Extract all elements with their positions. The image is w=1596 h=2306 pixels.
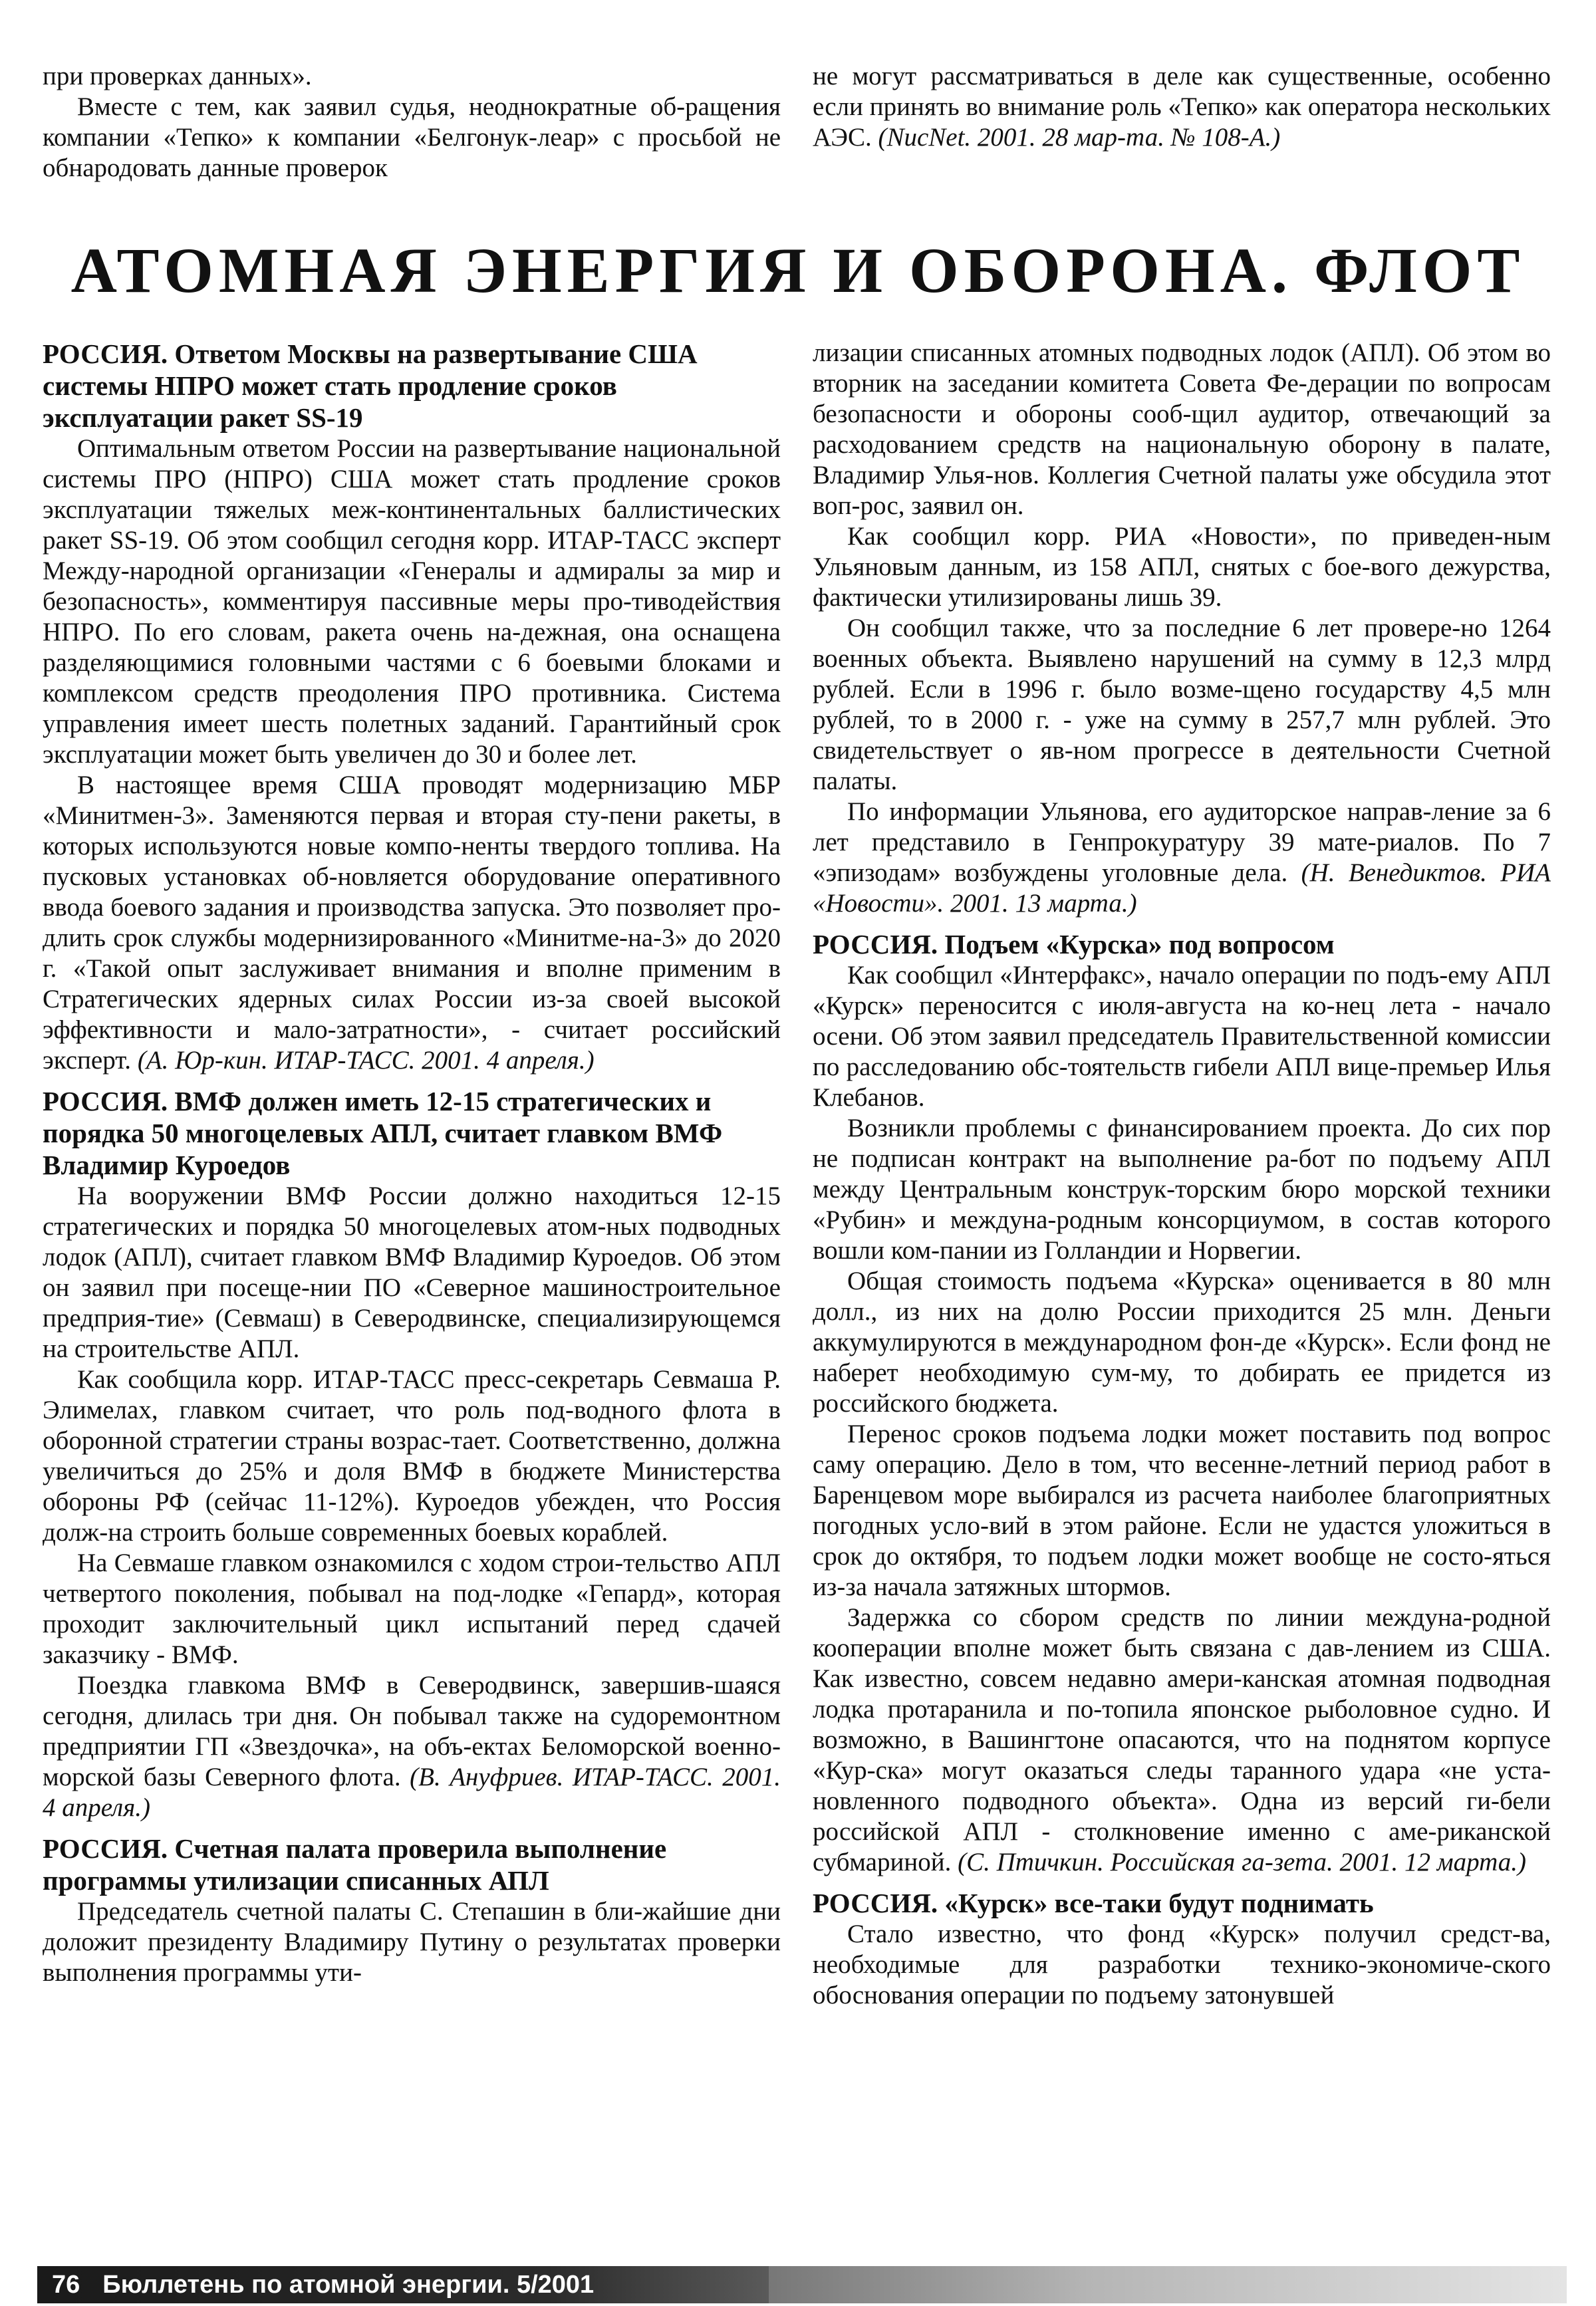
paragraph-text: По информации Ульянова, его аудиторское направ-ление за 6 лет представило в Генпрокуратуру 39 мате-риалов. По 7 «эпизодам» возбуждены уголовные дела. xyxy=(813,797,1551,887)
source-citation: (В. Ануфриев. ИТАР-ТАСС. 2001. 4 апреля.) xyxy=(43,1763,781,1822)
page-number: 76 xyxy=(52,2271,80,2299)
source-citation: (А. Юр-кин. ИТАР-ТАСС. 2001. 4 апреля.) xyxy=(137,1046,595,1075)
paragraph-text: Поездка главкома ВМФ в Северодвинск, завершив-шаяся сегодня, длилась три дня. Он побывал также на судоремонтном предприятии ГП «Звездочка», на объ-ектах Беломорской военно-морской базы Северного флота. xyxy=(43,1671,781,1791)
paragraph: Стало известно, что фонд «Курск» получил средст-ва, необходимые для разработки технико-экономиче-ского обоснования операции по подъему затонувшей xyxy=(813,1920,1551,2009)
paragraph: Как сообщил «Интерфакс», начало операции по подъ-ему АПЛ «Курск» переносится с июля-августа на ко-нец лета - начало осени. Об этом заявил председатель Правительственной комиссии по расследованию обс-тоятельств гибели АПЛ вице-премьер Илья Клебанов. xyxy=(813,961,1551,1112)
paragraph: лизации списанных атомных подводных лодок (АПЛ). Об этом во вторник на заседании комитета Совета Фе-дерации по вопросам безопасности и обороны сооб-щил аудитор, отвечающий за расходованием средств на национальную оборону в палате, Владимир Улья-нов. Коллегия Счетной палаты уже обсудила этот воп-рос, заявил он. xyxy=(813,338,1551,520)
paragraph-text: Задержка со сбором средств по линии междуна-родной кооперации вполне может быть связана с дав-лением из США. Как известно, совсем недавно амери-канская атомная подводная лодка протаранила и по-топила японское рыболовное судно. И возможно, в Вашингтоне опасаются, что на поднятом корпусе «Кур-ска» могут оказаться следы таранного удара «не уста-новленного подводного объекта». Одна из версий ги-бели российской АПЛ - столкновение именно с аме-риканской субмариной. xyxy=(813,1603,1551,1876)
paragraph: На Севмаше главком ознакомился с ходом строи-тельство АПЛ четвертого поколения, побывал на под-лодке «Гепард», которая проходит заключительный цикл испытаний перед сдачей заказчику - ВМФ. xyxy=(43,1549,781,1669)
paragraph: при проверках данных». xyxy=(43,62,312,90)
top-left-column xyxy=(43,61,781,184)
paragraph: Как сообщила корр. ИТАР-ТАСС пресс-секретарь Севмаша Р. Элимелах, главком считает, что роль под-водного флота в оборонной стратегии страны возрас-тает. Соответственно, должна увеличиться до 25% и доля ВМФ в бюджете Министерства обороны РФ (сейчас 11-12%). Куроедов убежден, что Россия долж-на строить больше современных боевых кораблей. xyxy=(43,1365,781,1547)
article-headline: РОССИЯ. Подъем «Курска» под вопросом xyxy=(813,929,1335,960)
paragraph: Общая стоимость подъема «Курска» оценивается в 80 млн долл., из них на долю России приходится 25 млн. Деньги аккумулируются в международном фон-де «Курск». Если фонд не наберет необходимую сум-му, то добирать ее придется из российского бюджета. xyxy=(813,1267,1551,1418)
paragraph: Как сообщил корр. РИА «Новости», по приведен-ным Ульяновым данным, из 158 АПЛ, снятых с боe-вого дежурства, фактически утилизированы лишь 39. xyxy=(813,522,1551,612)
journal-name: Бюллетень по атомной энергии. 5/2001 xyxy=(102,2271,595,2299)
paragraph xyxy=(813,61,1551,153)
paragraph: Он сообщил также, что за последние 6 лет провере-но 1264 военных объекта. Выявлено нарушений на сумму в 12,3 млрд рублей. Если в 1996 г. было возме-щено государству 4,5 млн рублей, то в 2000 г. - уже на сумму в 257,7 млн рублей. Это свидетельствует о яв-ном прогрессе в деятельности Счетной палаты. xyxy=(813,614,1551,795)
paragraph: Перенос сроков подъема лодки может поставить под вопрос саму операцию. Дело в том, что весенне-летний период работ в Баренцевом море выбирался из расчета наиболее благоприятных погодных усло-вий в этом районе. Если не удастся уложиться в срок до октября, то подъем лодки может вообще не состо-яться из-за начала затяжных штормов. xyxy=(813,1420,1551,1601)
paragraph: Возникли проблемы с финансированием проекта. До сих пор не подписан контракт на выполнение ра-бот по подъему АПЛ между Центральным конструк-торским бюро морской техники «Рубин» и междуна-родным консорциумом, в состав которого вошли ком-пании из Голландии и Норвегии. xyxy=(813,1114,1551,1265)
paragraph xyxy=(813,1602,1551,1878)
footer-gradient xyxy=(769,2266,1567,2303)
top-right-column xyxy=(813,61,1551,153)
page-footer xyxy=(37,2266,769,2303)
paragraph: Вместе с тем, как заявил судья, неоднократные об-ращения компании «Тепко» к компании «Белгонук-леар» с просьбой не обнародовать данные проверок xyxy=(43,92,781,182)
article-headline: РОССИЯ. Ответом Москвы на развертывание США системы НПРО может стать продление сроков эксплуатации ракет SS-19 xyxy=(43,338,698,433)
source-citation: (Н. Венедиктов. РИА «Новости». 2001. 13 марта.) xyxy=(813,858,1551,918)
section-title: АТОМНАЯ ЭНЕРГИЯ И ОБОРОНА. ФЛОТ xyxy=(70,235,1526,306)
paragraph: Председатель счетной палаты С. Степашин в бли-жайшие дни доложит президенту Владимиру Путину о результатах проверки выполнения программы ути- xyxy=(43,1897,781,1987)
paragraph: На вооружении ВМФ России должно находиться 12-15 стратегических и порядка 50 многоцелевых атом-ных подводных лодок (АПЛ), считает главком ВМФ Владимир Куроедов. Об этом он заявил при посеще-нии ПО «Северное машиностроительное предприя-тие» (Севмаш) в Северодвинске, специализирующемся на строительстве АПЛ. xyxy=(43,1182,781,1363)
paragraph xyxy=(43,1670,781,1823)
article-headline: РОССИЯ. ВМФ должен иметь 12-15 стратегических и порядка 50 многоцелевых АПЛ, считает главком ВМФ Владимир Куроедов xyxy=(43,1086,723,1180)
paragraph xyxy=(43,770,781,1076)
paragraph xyxy=(813,797,1551,919)
source-citation: (С. Птичкин. Российская га-зета. 2001. 12 марта.) xyxy=(958,1848,1526,1876)
left-column xyxy=(43,338,781,1988)
right-column xyxy=(813,338,1551,2011)
paragraph: Оптимальным ответом России на развертывание национальной системы ПРО (НПРО) США может стать продление сроков эксплуатации тяжелых меж-континентальных баллистических ракет SS-19. Об этом сообщил сегодня корр. ИТАР-ТАСС эксперт Между-народной организации «Генералы и адмиралы за мир и безопасность», комментируя пассивные меры про-тиводействия НПРО. По его словам, ракета очень на-дежная, она оснащена разделяющимися головными частями с 6 боевыми блоками и комплексом средств преодоления ПРО противника. Система управления имеет шесть полетных заданий. Гарантийный срок эксплуатации может быть увеличен до 30 и более лет. xyxy=(43,434,781,769)
paragraph-text: В настоящее время США проводят модернизацию МБР «Минитмен-3». Заменяются первая и вторая сту-пени ракеты, в которых используются новые компо-ненты твердого топлива. На пусковых установках об-новляется оборудование оперативного ввода боевого задания и производства запуска. Это позволяет про-длить срок службы модернизированного «Минитме-на-3» до 2020 г. «Такой опыт заслуживает внимания и вполне применим в Стратегических ядерных силах России из-за своей высокой эффективности и мало-затратности», - считает российский эксперт. xyxy=(43,771,781,1075)
source-citation: (NucNet. 2001. 28 мар-та. № 108-А.) xyxy=(878,123,1281,152)
paragraph-text: не могут рассматриваться в деле как существенные, особенно если принять во внимание роль «Тепко» как оператора нескольких АЭС. xyxy=(813,62,1551,152)
article-headline: РОССИЯ. Счетная палата проверила выполнение программы утилизации списанных АПЛ xyxy=(43,1833,667,1896)
article-headline: РОССИЯ. «Курск» все-таки будут поднимать xyxy=(813,1888,1374,1918)
